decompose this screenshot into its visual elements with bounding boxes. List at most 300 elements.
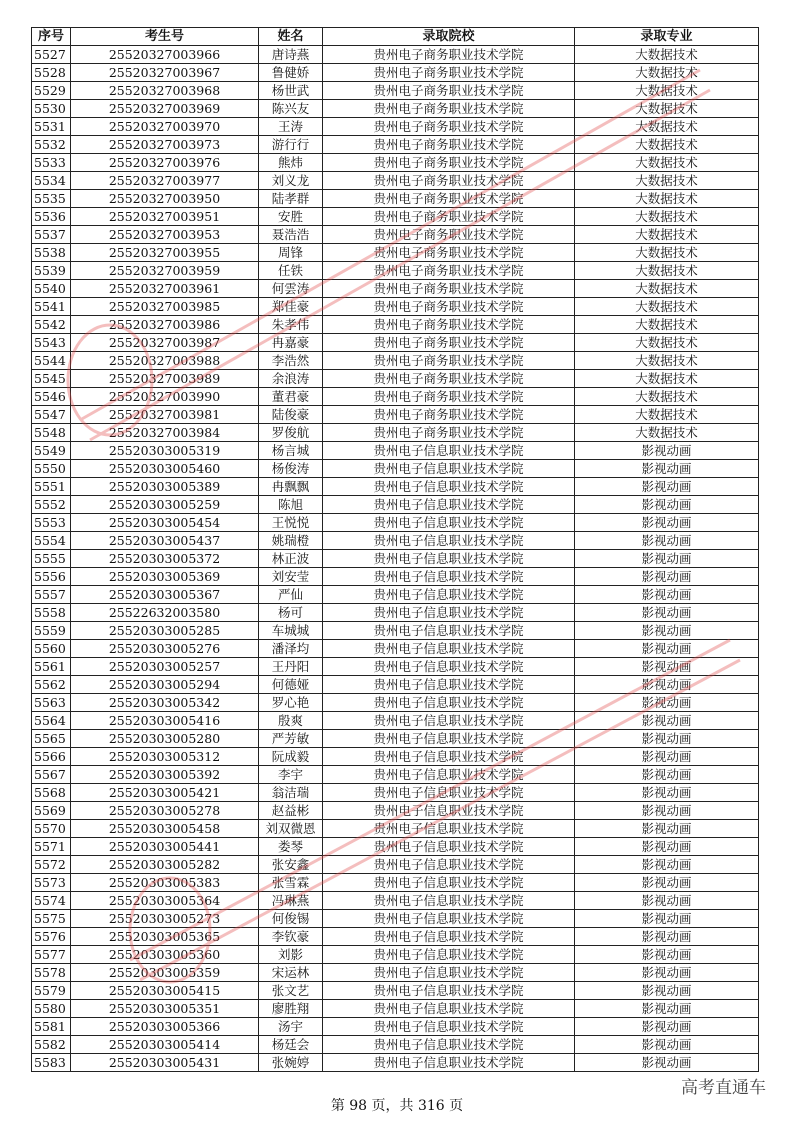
table-row: [32, 892, 759, 910]
cell-seq: 5534: [32, 172, 71, 190]
cell-candidate-id: 25520303005460: [71, 460, 259, 478]
cell-seq: 5583: [32, 1054, 71, 1072]
cell-name: 聂浩浩: [259, 226, 323, 244]
cell-seq: 5576: [32, 928, 71, 946]
cell-major: 大数据技术: [575, 172, 759, 190]
cell-name: 董君豪: [259, 388, 323, 406]
cell-seq: 5555: [32, 550, 71, 568]
cell-school: 贵州电子信息职业技术学院: [323, 730, 575, 748]
cell-candidate-id: 25520303005359: [71, 964, 259, 982]
cell-major: 影视动画: [575, 694, 759, 712]
cell-candidate-id: 25520303005454: [71, 514, 259, 532]
cell-candidate-id: 25520303005351: [71, 1000, 259, 1018]
cell-school: 贵州电子信息职业技术学院: [323, 802, 575, 820]
cell-seq: 5566: [32, 748, 71, 766]
cell-candidate-id: 25520327003985: [71, 298, 259, 316]
table-row: [32, 964, 759, 982]
table-row: [32, 370, 759, 388]
cell-name: 张文艺: [259, 982, 323, 1000]
cell-candidate-id: 25520303005257: [71, 658, 259, 676]
cell-school: 贵州电子商务职业技术学院: [323, 208, 575, 226]
cell-seq: 5560: [32, 640, 71, 658]
cell-major: 大数据技术: [575, 280, 759, 298]
cell-school: 贵州电子商务职业技术学院: [323, 334, 575, 352]
cell-major: 大数据技术: [575, 46, 759, 64]
cell-candidate-id: 25520303005364: [71, 892, 259, 910]
cell-school: 贵州电子信息职业技术学院: [323, 550, 575, 568]
cell-seq: 5547: [32, 406, 71, 424]
cell-school: 贵州电子信息职业技术学院: [323, 460, 575, 478]
cell-seq: 5533: [32, 154, 71, 172]
cell-school: 贵州电子信息职业技术学院: [323, 928, 575, 946]
cell-major: 大数据技术: [575, 370, 759, 388]
cell-major: 影视动画: [575, 856, 759, 874]
cell-seq: 5561: [32, 658, 71, 676]
cell-candidate-id: 25520327003990: [71, 388, 259, 406]
cell-major: 大数据技术: [575, 154, 759, 172]
cell-candidate-id: 25520303005276: [71, 640, 259, 658]
cell-school: 贵州电子商务职业技术学院: [323, 352, 575, 370]
cell-major: 大数据技术: [575, 226, 759, 244]
cell-candidate-id: 25520303005369: [71, 568, 259, 586]
table-row: [32, 118, 759, 136]
cell-name: 刘双微恩: [259, 820, 323, 838]
table-row: [32, 280, 759, 298]
cell-major: 大数据技术: [575, 388, 759, 406]
table-row: [32, 136, 759, 154]
cell-seq: 5577: [32, 946, 71, 964]
cell-candidate-id: 25520303005431: [71, 1054, 259, 1072]
cell-seq: 5553: [32, 514, 71, 532]
cell-candidate-id: 25520327003966: [71, 46, 259, 64]
cell-candidate-id: 25520327003950: [71, 190, 259, 208]
cell-major: 影视动画: [575, 658, 759, 676]
cell-seq: 5567: [32, 766, 71, 784]
cell-name: 汤宇: [259, 1018, 323, 1036]
table-row: [32, 730, 759, 748]
table-row: [32, 1054, 759, 1072]
cell-school: 贵州电子信息职业技术学院: [323, 694, 575, 712]
table-row: [32, 334, 759, 352]
admission-table-container: [31, 27, 759, 1072]
cell-name: 杨世武: [259, 82, 323, 100]
table-row: [32, 1036, 759, 1054]
table-row: [32, 694, 759, 712]
cell-school: 贵州电子信息职业技术学院: [323, 532, 575, 550]
table-row: [32, 766, 759, 784]
cell-candidate-id: 25520327003976: [71, 154, 259, 172]
cell-major: 影视动画: [575, 1054, 759, 1072]
cell-major: 影视动画: [575, 532, 759, 550]
cell-seq: 5582: [32, 1036, 71, 1054]
cell-school: 贵州电子商务职业技术学院: [323, 172, 575, 190]
cell-major: 大数据技术: [575, 262, 759, 280]
cell-school: 贵州电子商务职业技术学院: [323, 226, 575, 244]
table-row: [32, 316, 759, 334]
cell-school: 贵州电子商务职业技术学院: [323, 316, 575, 334]
table-header-row: [32, 28, 759, 46]
cell-name: 刘义龙: [259, 172, 323, 190]
cell-major: 影视动画: [575, 838, 759, 856]
header-candidate-id: 考生号: [71, 28, 259, 46]
cell-major: 大数据技术: [575, 190, 759, 208]
table-row: [32, 802, 759, 820]
cell-major: 影视动画: [575, 568, 759, 586]
cell-candidate-id: 25520303005421: [71, 784, 259, 802]
table-row: [32, 982, 759, 1000]
cell-major: 大数据技术: [575, 298, 759, 316]
cell-name: 李钦豪: [259, 928, 323, 946]
cell-major: 大数据技术: [575, 244, 759, 262]
cell-name: 余浪涛: [259, 370, 323, 388]
cell-name: 安胜: [259, 208, 323, 226]
table-row: [32, 460, 759, 478]
cell-name: 林正波: [259, 550, 323, 568]
cell-seq: 5538: [32, 244, 71, 262]
cell-name: 王涛: [259, 118, 323, 136]
cell-major: 影视动画: [575, 478, 759, 496]
table-row: [32, 352, 759, 370]
cell-name: 罗俊航: [259, 424, 323, 442]
cell-major: 大数据技术: [575, 64, 759, 82]
table-row: [32, 676, 759, 694]
cell-name: 姚瑞橙: [259, 532, 323, 550]
cell-major: 影视动画: [575, 964, 759, 982]
cell-major: 影视动画: [575, 820, 759, 838]
table-row: [32, 550, 759, 568]
table-row: [32, 1018, 759, 1036]
cell-name: 李宇: [259, 766, 323, 784]
cell-school: 贵州电子信息职业技术学院: [323, 1000, 575, 1018]
cell-school: 贵州电子商务职业技术学院: [323, 118, 575, 136]
cell-candidate-id: 25520327003970: [71, 118, 259, 136]
table-row: [32, 856, 759, 874]
table-row: [32, 640, 759, 658]
cell-name: 陈兴友: [259, 100, 323, 118]
cell-candidate-id: 25520303005437: [71, 532, 259, 550]
cell-school: 贵州电子信息职业技术学院: [323, 784, 575, 802]
cell-major: 影视动画: [575, 802, 759, 820]
cell-candidate-id: 25520327003967: [71, 64, 259, 82]
cell-name: 刘安莹: [259, 568, 323, 586]
header-school: 录取院校: [323, 28, 575, 46]
table-row: [32, 388, 759, 406]
cell-seq: 5542: [32, 316, 71, 334]
cell-school: 贵州电子商务职业技术学院: [323, 64, 575, 82]
cell-name: 周锋: [259, 244, 323, 262]
cell-school: 贵州电子商务职业技术学院: [323, 190, 575, 208]
cell-seq: 5531: [32, 118, 71, 136]
cell-candidate-id: 25520303005319: [71, 442, 259, 460]
cell-candidate-id: 25520327003986: [71, 316, 259, 334]
header-seq: 序号: [32, 28, 71, 46]
cell-candidate-id: 25520303005441: [71, 838, 259, 856]
table-row: [32, 604, 759, 622]
cell-name: 罗心艳: [259, 694, 323, 712]
cell-school: 贵州电子信息职业技术学院: [323, 622, 575, 640]
cell-seq: 5532: [32, 136, 71, 154]
cell-candidate-id: 25520303005415: [71, 982, 259, 1000]
cell-candidate-id: 25520303005367: [71, 586, 259, 604]
cell-major: 大数据技术: [575, 406, 759, 424]
cell-name: 翁洁瑞: [259, 784, 323, 802]
table-row: [32, 496, 759, 514]
cell-name: 张安鑫: [259, 856, 323, 874]
cell-major: 影视动画: [575, 586, 759, 604]
cell-major: 大数据技术: [575, 136, 759, 154]
cell-name: 陆孝群: [259, 190, 323, 208]
cell-major: 影视动画: [575, 496, 759, 514]
cell-candidate-id: 25520303005282: [71, 856, 259, 874]
cell-school: 贵州电子信息职业技术学院: [323, 748, 575, 766]
table-row: [32, 46, 759, 64]
cell-name: 王悦悦: [259, 514, 323, 532]
cell-major: 影视动画: [575, 604, 759, 622]
cell-seq: 5573: [32, 874, 71, 892]
cell-name: 冯琳燕: [259, 892, 323, 910]
table-row: [32, 424, 759, 442]
cell-candidate-id: 25520303005259: [71, 496, 259, 514]
table-row: [32, 712, 759, 730]
table-row: [32, 910, 759, 928]
admission-table: [31, 27, 759, 1072]
table-row: [32, 226, 759, 244]
cell-seq: 5556: [32, 568, 71, 586]
table-row: [32, 406, 759, 424]
cell-major: 影视动画: [575, 928, 759, 946]
cell-candidate-id: 25522632003580: [71, 604, 259, 622]
table-row: [32, 190, 759, 208]
cell-major: 影视动画: [575, 784, 759, 802]
table-row: [32, 748, 759, 766]
table-row: [32, 928, 759, 946]
cell-seq: 5570: [32, 820, 71, 838]
cell-major: 影视动画: [575, 910, 759, 928]
table-row: [32, 1000, 759, 1018]
cell-school: 贵州电子商务职业技术学院: [323, 370, 575, 388]
cell-seq: 5568: [32, 784, 71, 802]
page-number: 第 98 页，共 316 页: [330, 1098, 464, 1114]
cell-major: 大数据技术: [575, 316, 759, 334]
cell-name: 鲁健娇: [259, 64, 323, 82]
cell-school: 贵州电子信息职业技术学院: [323, 604, 575, 622]
cell-name: 刘影: [259, 946, 323, 964]
cell-candidate-id: 25520303005280: [71, 730, 259, 748]
cell-name: 娄琴: [259, 838, 323, 856]
cell-seq: 5575: [32, 910, 71, 928]
table-row: [32, 172, 759, 190]
cell-major: 影视动画: [575, 460, 759, 478]
cell-school: 贵州电子信息职业技术学院: [323, 874, 575, 892]
cell-seq: 5557: [32, 586, 71, 604]
cell-name: 何德娅: [259, 676, 323, 694]
table-row: [32, 262, 759, 280]
cell-school: 贵州电子信息职业技术学院: [323, 892, 575, 910]
cell-major: 影视动画: [575, 748, 759, 766]
cell-seq: 5527: [32, 46, 71, 64]
table-row: [32, 442, 759, 460]
cell-major: 大数据技术: [575, 352, 759, 370]
cell-name: 李浩然: [259, 352, 323, 370]
cell-seq: 5579: [32, 982, 71, 1000]
cell-name: 游行行: [259, 136, 323, 154]
cell-school: 贵州电子信息职业技术学院: [323, 964, 575, 982]
cell-candidate-id: 25520327003977: [71, 172, 259, 190]
cell-candidate-id: 25520303005458: [71, 820, 259, 838]
cell-candidate-id: 25520327003961: [71, 280, 259, 298]
cell-major: 大数据技术: [575, 334, 759, 352]
cell-major: 大数据技术: [575, 82, 759, 100]
cell-candidate-id: 25520303005342: [71, 694, 259, 712]
cell-major: 影视动画: [575, 1018, 759, 1036]
cell-seq: 5537: [32, 226, 71, 244]
cell-school: 贵州电子信息职业技术学院: [323, 568, 575, 586]
cell-candidate-id: 25520303005285: [71, 622, 259, 640]
cell-candidate-id: 25520303005416: [71, 712, 259, 730]
cell-candidate-id: 25520303005383: [71, 874, 259, 892]
cell-candidate-id: 25520303005414: [71, 1036, 259, 1054]
cell-school: 贵州电子商务职业技术学院: [323, 244, 575, 262]
cell-candidate-id: 25520327003973: [71, 136, 259, 154]
cell-major: 影视动画: [575, 730, 759, 748]
cell-candidate-id: 25520327003984: [71, 424, 259, 442]
cell-seq: 5559: [32, 622, 71, 640]
table-row: [32, 82, 759, 100]
cell-candidate-id: 25520327003981: [71, 406, 259, 424]
cell-major: 影视动画: [575, 766, 759, 784]
cell-seq: 5546: [32, 388, 71, 406]
cell-seq: 5550: [32, 460, 71, 478]
cell-major: 影视动画: [575, 640, 759, 658]
cell-candidate-id: 25520303005372: [71, 550, 259, 568]
cell-name: 阮成毅: [259, 748, 323, 766]
cell-school: 贵州电子信息职业技术学院: [323, 766, 575, 784]
table-row: [32, 622, 759, 640]
header-name: 姓名: [259, 28, 323, 46]
cell-name: 潘泽均: [259, 640, 323, 658]
cell-school: 贵州电子信息职业技术学院: [323, 1018, 575, 1036]
cell-school: 贵州电子信息职业技术学院: [323, 910, 575, 928]
cell-name: 赵益彬: [259, 802, 323, 820]
cell-name: 廖胜翔: [259, 1000, 323, 1018]
cell-seq: 5536: [32, 208, 71, 226]
cell-major: 大数据技术: [575, 424, 759, 442]
cell-candidate-id: 25520303005360: [71, 946, 259, 964]
cell-seq: 5554: [32, 532, 71, 550]
cell-name: 冉飘飘: [259, 478, 323, 496]
cell-school: 贵州电子信息职业技术学院: [323, 640, 575, 658]
cell-seq: 5572: [32, 856, 71, 874]
cell-school: 贵州电子信息职业技术学院: [323, 658, 575, 676]
cell-seq: 5565: [32, 730, 71, 748]
cell-major: 大数据技术: [575, 100, 759, 118]
cell-school: 贵州电子商务职业技术学院: [323, 154, 575, 172]
cell-name: 杨可: [259, 604, 323, 622]
cell-seq: 5528: [32, 64, 71, 82]
cell-major: 影视动画: [575, 622, 759, 640]
cell-seq: 5541: [32, 298, 71, 316]
cell-candidate-id: 25520303005294: [71, 676, 259, 694]
cell-candidate-id: 25520303005389: [71, 478, 259, 496]
cell-name: 郑佳豪: [259, 298, 323, 316]
cell-seq: 5580: [32, 1000, 71, 1018]
cell-candidate-id: 25520303005273: [71, 910, 259, 928]
cell-name: 杨俊涛: [259, 460, 323, 478]
cell-candidate-id: 25520303005312: [71, 748, 259, 766]
table-row: [32, 298, 759, 316]
cell-major: 大数据技术: [575, 118, 759, 136]
cell-seq: 5548: [32, 424, 71, 442]
cell-name: 王丹阳: [259, 658, 323, 676]
cell-name: 陈旭: [259, 496, 323, 514]
cell-school: 贵州电子商务职业技术学院: [323, 262, 575, 280]
cell-name: 严芳敏: [259, 730, 323, 748]
table-body: [32, 46, 759, 1072]
table-row: [32, 784, 759, 802]
cell-school: 贵州电子信息职业技术学院: [323, 478, 575, 496]
cell-school: 贵州电子信息职业技术学院: [323, 1054, 575, 1072]
cell-school: 贵州电子信息职业技术学院: [323, 676, 575, 694]
cell-candidate-id: 25520327003951: [71, 208, 259, 226]
cell-seq: 5574: [32, 892, 71, 910]
cell-school: 贵州电子商务职业技术学院: [323, 136, 575, 154]
cell-school: 贵州电子信息职业技术学院: [323, 820, 575, 838]
cell-seq: 5552: [32, 496, 71, 514]
cell-name: 任铁: [259, 262, 323, 280]
cell-candidate-id: 25520327003953: [71, 226, 259, 244]
cell-seq: 5571: [32, 838, 71, 856]
cell-major: 影视动画: [575, 550, 759, 568]
cell-candidate-id: 25520327003959: [71, 262, 259, 280]
table-row: [32, 244, 759, 262]
cell-seq: 5564: [32, 712, 71, 730]
cell-name: 张婉婷: [259, 1054, 323, 1072]
cell-seq: 5578: [32, 964, 71, 982]
cell-name: 何雲涛: [259, 280, 323, 298]
header-major: 录取专业: [575, 28, 759, 46]
cell-school: 贵州电子商务职业技术学院: [323, 100, 575, 118]
cell-school: 贵州电子商务职业技术学院: [323, 298, 575, 316]
table-row: [32, 64, 759, 82]
cell-major: 影视动画: [575, 892, 759, 910]
cell-major: 影视动画: [575, 442, 759, 460]
cell-major: 影视动画: [575, 874, 759, 892]
cell-candidate-id: 25520327003989: [71, 370, 259, 388]
cell-major: 影视动画: [575, 982, 759, 1000]
cell-major: 影视动画: [575, 712, 759, 730]
table-row: [32, 532, 759, 550]
cell-candidate-id: 25520327003987: [71, 334, 259, 352]
table-row: [32, 154, 759, 172]
cell-major: 影视动画: [575, 1000, 759, 1018]
cell-name: 杨廷会: [259, 1036, 323, 1054]
cell-school: 贵州电子信息职业技术学院: [323, 982, 575, 1000]
cell-school: 贵州电子信息职业技术学院: [323, 496, 575, 514]
cell-seq: 5545: [32, 370, 71, 388]
site-watermark: 高考直通车: [681, 1078, 766, 1098]
cell-name: 殷爽: [259, 712, 323, 730]
table-row: [32, 874, 759, 892]
cell-school: 贵州电子商务职业技术学院: [323, 280, 575, 298]
table-row: [32, 658, 759, 676]
cell-name: 杨言城: [259, 442, 323, 460]
cell-name: 何俊锡: [259, 910, 323, 928]
cell-seq: 5551: [32, 478, 71, 496]
cell-school: 贵州电子信息职业技术学院: [323, 856, 575, 874]
cell-major: 影视动画: [575, 946, 759, 964]
cell-school: 贵州电子商务职业技术学院: [323, 424, 575, 442]
table-row: [32, 478, 759, 496]
